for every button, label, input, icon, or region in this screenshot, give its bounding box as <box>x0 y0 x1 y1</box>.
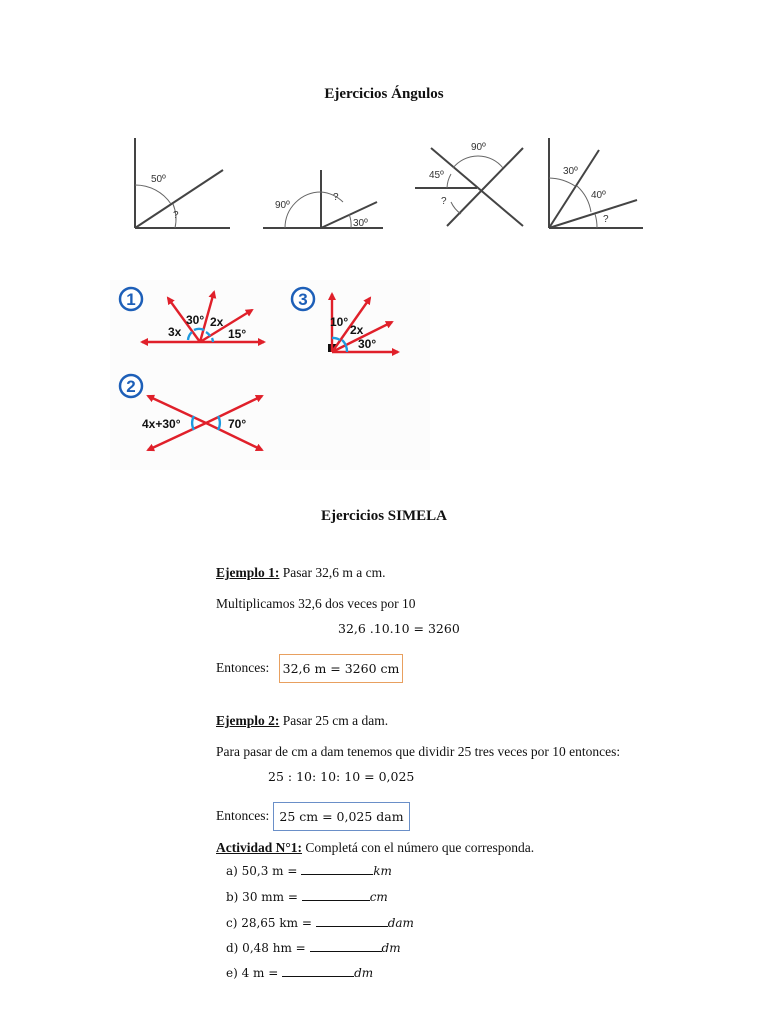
example1-result-box <box>279 654 403 683</box>
ex1-label-2x: 2x <box>210 315 224 329</box>
angle-figure-2 <box>263 170 383 229</box>
activity-item-e <box>226 966 373 980</box>
example1-heading-line <box>216 565 385 581</box>
angle-figure-4 <box>549 138 643 228</box>
activity-item-label: d) 0,48 hm = <box>226 941 310 955</box>
ex2-label-right: 70° <box>228 417 247 431</box>
activity-heading-line <box>216 840 534 856</box>
angle-label-90: 90º <box>471 142 486 153</box>
ex1-label-3x: 3x <box>168 325 182 339</box>
ex1-label-15: 15° <box>228 327 247 341</box>
badge-1-number: 1 <box>126 290 136 309</box>
angle-label-unknown: ? <box>333 192 339 203</box>
angle-figure-3 <box>415 142 523 226</box>
example2-step: Para pasar de cm a dam tenemos que dividir 25 tres veces por 10 entonces: <box>216 744 621 759</box>
answer-blank[interactable] <box>310 951 382 952</box>
ex1-label-30: 30° <box>186 313 205 327</box>
activity-statement: Completá con el número que corresponda. <box>302 840 535 855</box>
angle-label-30: 30º <box>563 166 578 177</box>
angle-label-40: 40º <box>591 190 606 201</box>
example2-result-box <box>273 802 410 831</box>
badge-2-number: 2 <box>126 377 136 396</box>
angle-label-30: 30º <box>353 218 368 229</box>
activity-item-d <box>226 941 401 955</box>
answer-blank[interactable] <box>301 874 373 875</box>
red-arrow-exercises <box>110 280 430 470</box>
example1-heading: Ejemplo 1: <box>216 565 280 580</box>
answer-blank[interactable] <box>282 976 354 977</box>
activity-item-label: c) 28,65 km = <box>226 916 316 930</box>
activity-item-unit: km <box>373 864 392 878</box>
example2-heading-line <box>216 713 388 729</box>
activity-item-label: a) 50,3 m = <box>226 864 302 878</box>
ex3-label-2x: 2x <box>350 323 364 337</box>
example1-step: Multiplicamos 32,6 dos veces por 10 <box>216 596 416 611</box>
angle-label-90: 90º <box>275 200 290 211</box>
example2-calc: 25 : 10: 10: 10 = 0,025 <box>268 769 415 784</box>
angle-label-unknown: ? <box>603 214 609 225</box>
angle-label-unknown: ? <box>441 196 447 207</box>
angle-figures-row <box>125 130 655 235</box>
activity-item-unit: dam <box>387 916 414 930</box>
example2-result: 25 cm = 0,025 dam <box>279 809 404 824</box>
ex3-label-30: 30° <box>358 337 377 351</box>
angle-label-50: 50º <box>151 174 166 185</box>
example1-calc: 32,6 .10.10 = 3260 <box>338 621 460 636</box>
activity-item-b <box>226 890 388 904</box>
answer-blank[interactable] <box>302 900 370 901</box>
ex2-label-left: 4x+30° <box>142 417 181 431</box>
answer-blank[interactable] <box>316 926 388 927</box>
activity-item-label: e) 4 m = <box>226 966 283 980</box>
example2-then: Entonces: <box>216 808 270 823</box>
angle-label-45: 45º <box>429 170 444 181</box>
activity-item-c <box>226 916 414 930</box>
angle-label-unknown: ? <box>173 210 179 221</box>
activity-item-unit: cm <box>369 890 388 904</box>
activity-item-unit: dm <box>354 966 374 980</box>
example1-then: Entonces: <box>216 660 270 675</box>
simela-title: Ejercicios SIMELA <box>321 508 447 524</box>
activity-item-unit: dm <box>381 941 401 955</box>
ex3-label-10: 10° <box>330 315 349 329</box>
angle-figure-1 <box>135 138 230 228</box>
example1-statement: Pasar 32,6 m a cm. <box>279 565 386 580</box>
activity-heading: Actividad N°1: <box>216 840 303 855</box>
example2-statement: Pasar 25 cm a dam. <box>279 713 389 728</box>
angles-title: Ejercicios Ángulos <box>324 86 444 102</box>
example2-heading: Ejemplo 2: <box>216 713 280 728</box>
activity-item-a <box>226 864 392 878</box>
badge-3-number: 3 <box>298 290 308 309</box>
activity-item-label: b) 30 mm = <box>226 890 302 904</box>
example1-result: 32,6 m = 3260 cm <box>282 661 400 676</box>
